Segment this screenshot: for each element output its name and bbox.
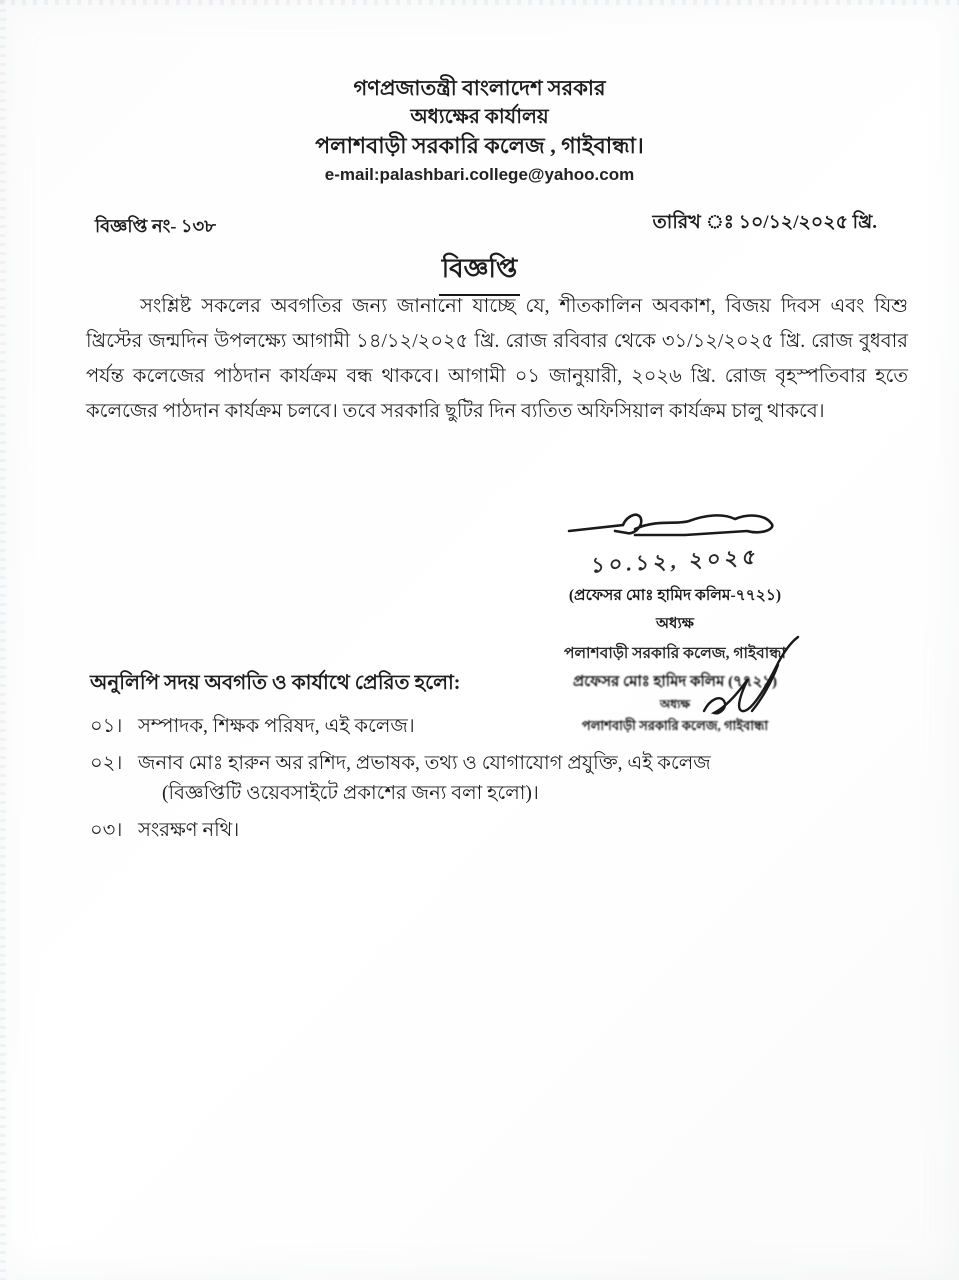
item-text-line2: (বিজ্ঞপ্তিটি ওয়েবসাইটে প্রকাশের জন্য বলা হলো)। (162, 783, 539, 804)
item-text: সম্পাদক, শিক্ষক পরিষদ, এই কলেজ। (138, 716, 415, 737)
letterhead (0, 78, 959, 183)
government-name: গণপ্রজাতন্ত্রী বাংলাদেশ সরকার (353, 76, 606, 100)
signatory-name: (প্রফেসর মোঃ হামিদ কলিম-৭৭২১) (568, 587, 782, 604)
item-number: ০১। (90, 716, 123, 737)
signature-scrawl-2-icon (690, 615, 810, 725)
list-item (90, 816, 770, 846)
handwritten-date: ১০.১২, ২০২৫ (590, 544, 761, 578)
stamp-institution: পলাশবাড়ী সরকারি কলেজ, গাইবান্ধা (581, 718, 769, 733)
list-item (90, 712, 770, 742)
item-text (138, 749, 711, 809)
college-name: পলাশবাড়ী সরকারি কলেজ , গাইবান্ধা। (315, 133, 644, 158)
stamp-designation: অধ্যক্ষ (659, 697, 691, 711)
stamp-name: প্রফেসর মোঃ হামিদ কলিম (৭৭২১) (572, 674, 778, 690)
scan-artifact-top (0, 0, 959, 5)
item-number: ০৩। (90, 820, 123, 841)
item-number: ০২। (90, 753, 123, 774)
notice-number: বিজ্ঞপ্তি নং- ১৩৮ (95, 216, 216, 236)
signatory-designation: অধ্যক্ষ (656, 616, 694, 632)
item-text: সংরক্ষণ নথি। (138, 820, 240, 841)
email-address: e-mail:palashbari.college@yahoo.com (324, 165, 635, 184)
distribution-heading: অনুলিপি সদয় অবগতি ও কার্যাথে প্রেরিত হলো: (90, 672, 461, 694)
notice-title: বিজ্ঞপ্তি (0, 248, 959, 296)
signatory-institution: পলাশবাড়ী সরকারি কলেজ, গাইবান্ধা (563, 645, 787, 662)
list-item (90, 749, 770, 809)
office-name: অধ্যক্ষের কার্যালয় (410, 106, 549, 128)
item-text-line1: জনাব মোঃ হারুন অর রশিদ, প্রভাষক, তথ্য ও যোগাযোগ প্রযুক্তি, এই কলেজ (138, 753, 711, 774)
notice-date: তারিখ ঃ ১০/১২/২০২৫ খ্রি. (652, 212, 877, 233)
distribution-list (90, 712, 770, 853)
scan-artifact-left (0, 0, 6, 1280)
notice-body: সংশ্লিষ্ট সকলের অবগতির জন্য জানানো যাচ্ছে যে, শীতকালিন অবকাশ, বিজয় দিবস এবং যিশু খ্রিস্টের জন্মদিন উপলক্ষ্যে আগামী ১৪/১২/২০২৫ খ্রি. রোজ রবিবার থেকে ৩১/১২/২০২৫ খ্রি. রোজ বুধবার পর্যন্ত কলেজের পাঠদান কার্যক্রম বন্ধ থাকবে। আগামী ০১ জানুয়ারী, ২০২৬ খ্রি. রোজ বৃহস্পতিবার হতে কলেজের পাঠদান কার্যক্রম চলবে। তবে সরকারি ছুটির দিন ব্যতিত অফিসিয়াল কার্যক্রম চালু থাকবে। (86, 296, 908, 422)
